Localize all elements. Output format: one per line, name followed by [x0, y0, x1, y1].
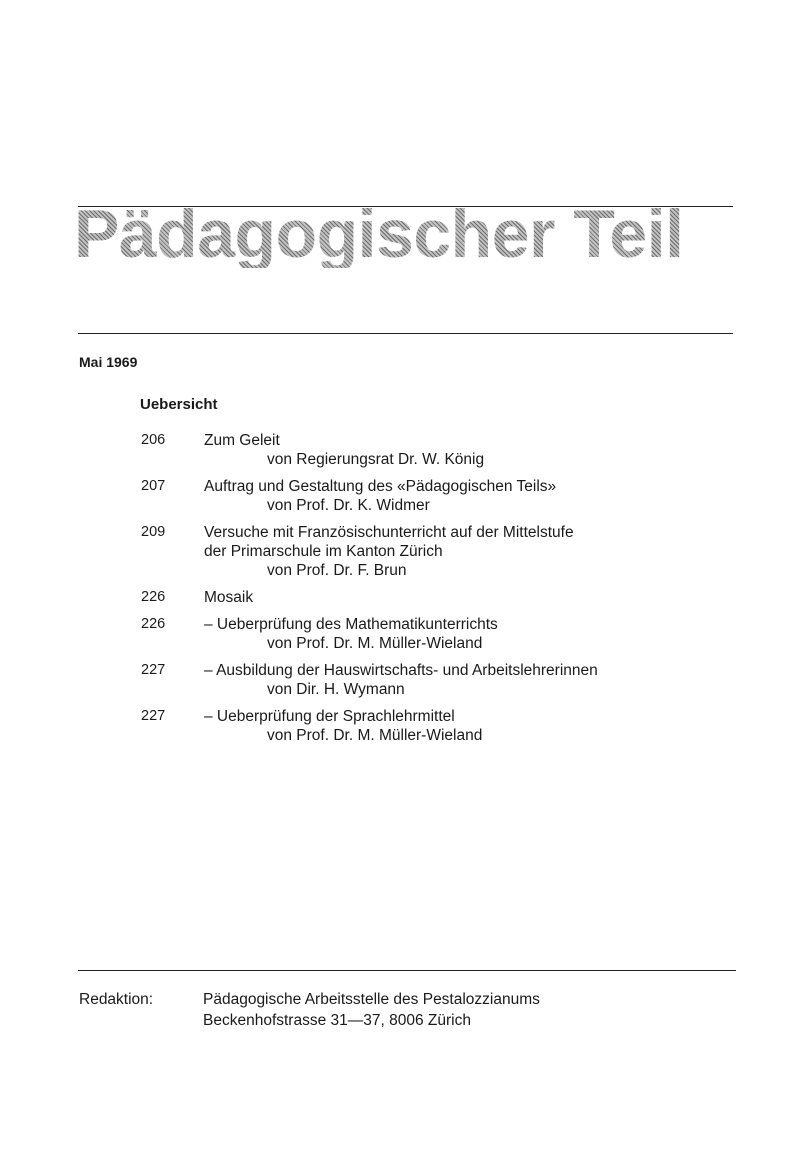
toc-entry[interactable] — [141, 431, 701, 469]
toc-page-number: 226 — [141, 589, 166, 605]
toc-entry-author: von Prof. Dr. K. Widmer — [267, 497, 430, 514]
toc-page-number: 207 — [141, 478, 166, 494]
toc-entry[interactable] — [141, 707, 701, 745]
toc-entry-title: – Ueberprüfung des Mathematikunterrichts — [204, 616, 498, 633]
toc-entry-author: von Prof. Dr. M. Müller-Wieland — [267, 727, 483, 744]
toc-entry-title: – Ueberprüfung der Sprachlehrmittel — [204, 708, 455, 725]
toc-entry[interactable] — [141, 588, 701, 607]
toc-entry[interactable] — [141, 661, 701, 699]
title-rule — [78, 333, 733, 334]
footer-address: Beckenhofstrasse 31—37, 8006 Zürich — [203, 1012, 471, 1029]
toc-page-number: 227 — [141, 708, 166, 724]
toc-entry[interactable] — [141, 477, 701, 515]
toc-entry-title-continued: der Primarschule im Kanton Zürich — [204, 543, 443, 560]
toc-entry-title: Mosaik — [204, 589, 254, 606]
footer-label: Redaktion: — [79, 991, 154, 1008]
toc-page-number: 206 — [141, 432, 166, 448]
toc-page-number: 227 — [141, 662, 166, 678]
toc-entry-title: Versuche mit Französischunterricht auf der Mittelstufe — [204, 524, 574, 541]
page-title: Pädagogischer Teil — [74, 196, 684, 272]
footer-institution: Pädagogische Arbeitsstelle des Pestalozzianums — [203, 991, 540, 1008]
toc-entry-author: von Prof. Dr. F. Brun — [267, 562, 407, 579]
toc-entry-author: von Dir. H. Wymann — [267, 681, 405, 698]
toc-entry-author: von Regierungsrat Dr. W. König — [267, 451, 485, 468]
issue-date: Mai 1969 — [79, 354, 138, 370]
footer-rule — [78, 970, 736, 971]
toc-page-number: 226 — [141, 616, 166, 632]
toc-entry[interactable] — [141, 615, 701, 653]
toc-entry-title: Auftrag und Gestaltung des «Pädagogischen Teils» — [204, 478, 557, 495]
toc-entry-author: von Prof. Dr. M. Müller-Wieland — [267, 635, 483, 652]
toc-entry-title: Zum Geleit — [204, 432, 280, 449]
toc-entry-title: – Ausbildung der Hauswirtschafts- und Arbeitslehrerinnen — [204, 662, 598, 679]
toc-page-number: 209 — [141, 524, 166, 540]
table-of-contents — [141, 431, 701, 753]
toc-entry[interactable] — [141, 523, 701, 580]
toc-heading: Uebersicht — [140, 396, 218, 413]
